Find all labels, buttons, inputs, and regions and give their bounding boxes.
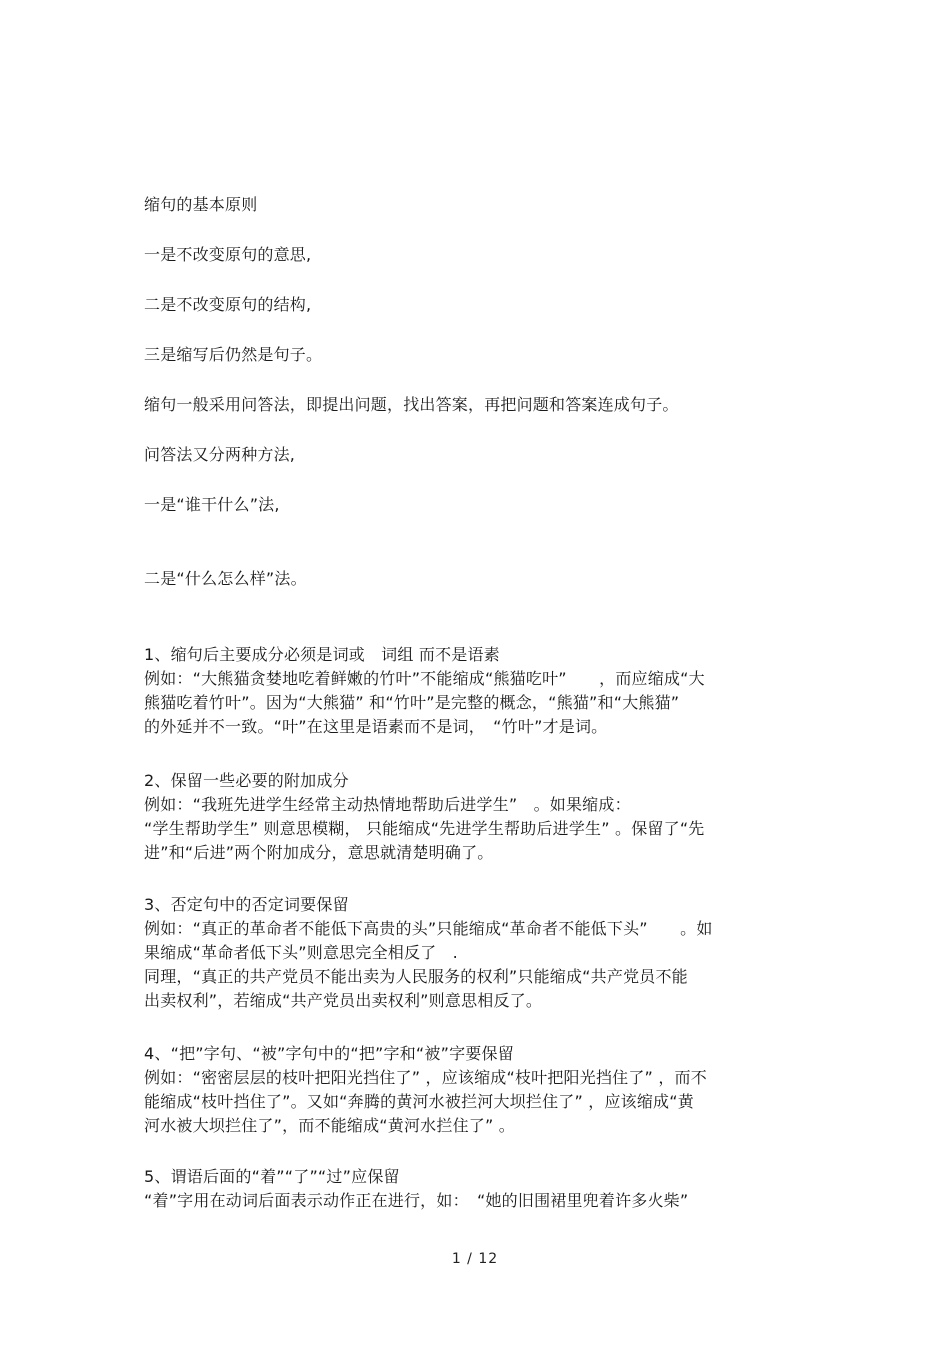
page-number: 1 / 12 xyxy=(451,1251,499,1267)
section-1-text-line: 熊猫吃着竹叶”。因为“大熊猫” 和“竹叶”是完整的概念，“熊猫”和“大熊猫” xyxy=(144,693,680,712)
section-3-text-line: 出卖权利”，若缩成“共产党员出卖权利”则意思相反了。 xyxy=(144,991,543,1010)
section-1-heading: 1、缩句后主要成分必须是词或 词组 而不是语素 xyxy=(144,645,500,664)
method-one-line: 一是“谁干什么”法, xyxy=(144,495,280,514)
principle-line-3: 三是缩写后仍然是句子。 xyxy=(144,345,323,364)
section-2-text-line: 进”和“后进”两个附加成分，意思就清楚明确了。 xyxy=(144,843,494,862)
method-types-line: 问答法又分两种方法, xyxy=(144,445,296,464)
section-3-text-line: 果缩成“革命者低下头”则意思完全相反了 . xyxy=(144,943,458,962)
document-title: 缩句的基本原则 xyxy=(144,195,258,214)
section-2-text-line: 例如：“我班先进学生经常主动热情地帮助后进学生” 。如果缩成： xyxy=(144,795,631,814)
section-4-text-line: 河水被大坝拦住了”，而不能缩成“黄河水拦住了” 。 xyxy=(144,1116,515,1135)
section-2-heading: 2、保留一些必要的附加成分 xyxy=(144,771,349,790)
section-3-heading: 3、否定句中的否定词要保留 xyxy=(144,895,349,914)
section-5-text-line: “着”字用在动词后面表示动作正在进行，如： “她的旧围裙里兜着许多火柴” xyxy=(144,1191,689,1210)
method-two-line: 二是“什么怎么样”法。 xyxy=(144,569,307,588)
section-3-text-line: 同理，“真正的共产党员不能出卖为人民服务的权利”只能缩成“共产党员不能 xyxy=(144,967,688,986)
principle-line-1: 一是不改变原句的意思, xyxy=(144,245,312,264)
section-4-text-line: 例如：“密密层层的枝叶把阳光挡住了” ，应该缩成“枝叶把阳光挡住了” ，而不 xyxy=(144,1068,707,1087)
method-intro-line: 缩句一般采用问答法，即提出问题，找出答案，再把问题和答案连成句子。 xyxy=(144,395,679,414)
section-3-text-line: 例如：“真正的革命者不能低下高贵的头”只能缩成“革命者不能低下头” 。如 xyxy=(144,919,713,938)
section-5-heading: 5、谓语后面的“着”“了”“过”应保留 xyxy=(144,1167,400,1186)
section-2-text-line: “学生帮助学生” 则意思模糊， 只能缩成“先进学生帮助后进学生” 。保留了“先 xyxy=(144,819,705,838)
section-1-text-line: 例如：“大熊猫贪婪地吃着鲜嫩的竹叶”不能缩成“熊猫吃叶” ，而应缩成“大 xyxy=(144,669,705,688)
section-4-text-line: 能缩成“枝叶挡住了”。又如“奔腾的黄河水被拦河大坝拦住了” ，应该缩成“黄 xyxy=(144,1092,694,1111)
principle-line-2: 二是不改变原句的结构, xyxy=(144,295,312,314)
section-4-heading: 4、“把”字句、“被”字句中的“把”字和“被”字要保留 xyxy=(144,1044,514,1063)
section-1-text-line: 的外延并不一致。“叶”在这里是语素而不是词， “竹叶”才是词。 xyxy=(144,717,608,736)
